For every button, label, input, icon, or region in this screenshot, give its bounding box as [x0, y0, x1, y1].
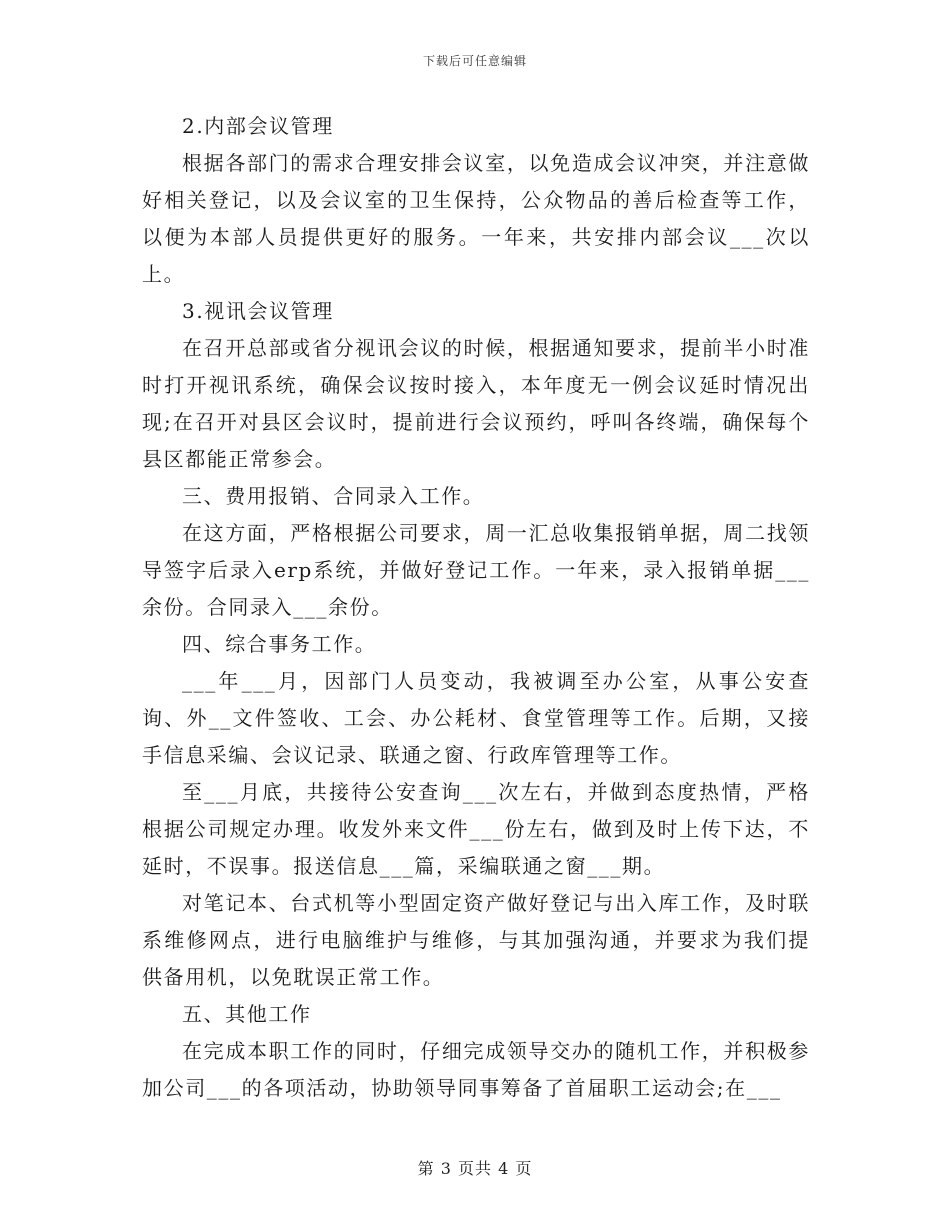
page-number-footer: 第 3 页共 4 页: [417, 1159, 533, 1178]
heading-expense-contract: 三、费用报销、合同录入工作。: [182, 484, 485, 508]
paragraph-video-meeting: 在召开总部或省分视讯会议的时候，根据通知要求，提前半小时准时打开视讯系统，确保会议按时接入，本年度无一例会议延时情况出现;在召开对县区会议时，提前进行会议预约，呼叫各终端，确保每个县区都能正常参会。: [142, 336, 810, 471]
paragraph-internal-meeting: 根据各部门的需求合理安排会议室，以免造成会议冲突，并注意做好相关登记，以及会议室的卫生保持，公众物品的善后检查等工作，以便为本部人员提供更好的服务。一年来，共安排内部会议___次以上。: [142, 151, 810, 286]
paragraph-general-affairs-3: 对笔记本、台式机等小型固定资产做好登记与出入库工作，及时联系维修网点，进行电脑维护与维修，与其加强沟通，并要求为我们提供备用机，以免耽误正常工作。: [142, 891, 810, 989]
heading-other-work: 五、其他工作: [182, 1002, 312, 1026]
heading-video-meeting: 3.视讯会议管理: [182, 299, 334, 323]
document-body: [142, 108, 810, 1107]
heading-general-affairs: 四、综合事务工作。: [182, 632, 377, 656]
page-header: 下载后可任意编辑: [422, 54, 527, 68]
heading-internal-meeting: 2.内部会议管理: [182, 114, 334, 138]
paragraph-general-affairs-2: 至___月底，共接待公安查询___次左右，并做到态度热情，严格根据公司规定办理。收发外来文件___份左右，做到及时上传下达，不延时，不误事。报送信息___篇，采编联通之窗___期。: [142, 780, 810, 878]
paragraph-general-affairs-1: ___年___月，因部门人员变动，我被调至办公室，从事公安查询、外__文件签收、工会、办公耗材、食堂管理等工作。后期，又接手信息采编、会议记录、联通之窗、行政库管理等工作。: [142, 669, 810, 767]
paragraph-expense-contract: 在这方面，严格根据公司要求，周一汇总收集报销单据，周二找领导签字后录入erp系统，并做好登记工作。一年来，录入报销单据___余份。合同录入___余份。: [142, 521, 810, 619]
paragraph-other-work: 在完成本职工作的同时，仔细完成领导交办的随机工作，并积极参加公司___的各项活动，协助领导同事筹备了首届职工运动会;在___: [142, 1039, 810, 1100]
